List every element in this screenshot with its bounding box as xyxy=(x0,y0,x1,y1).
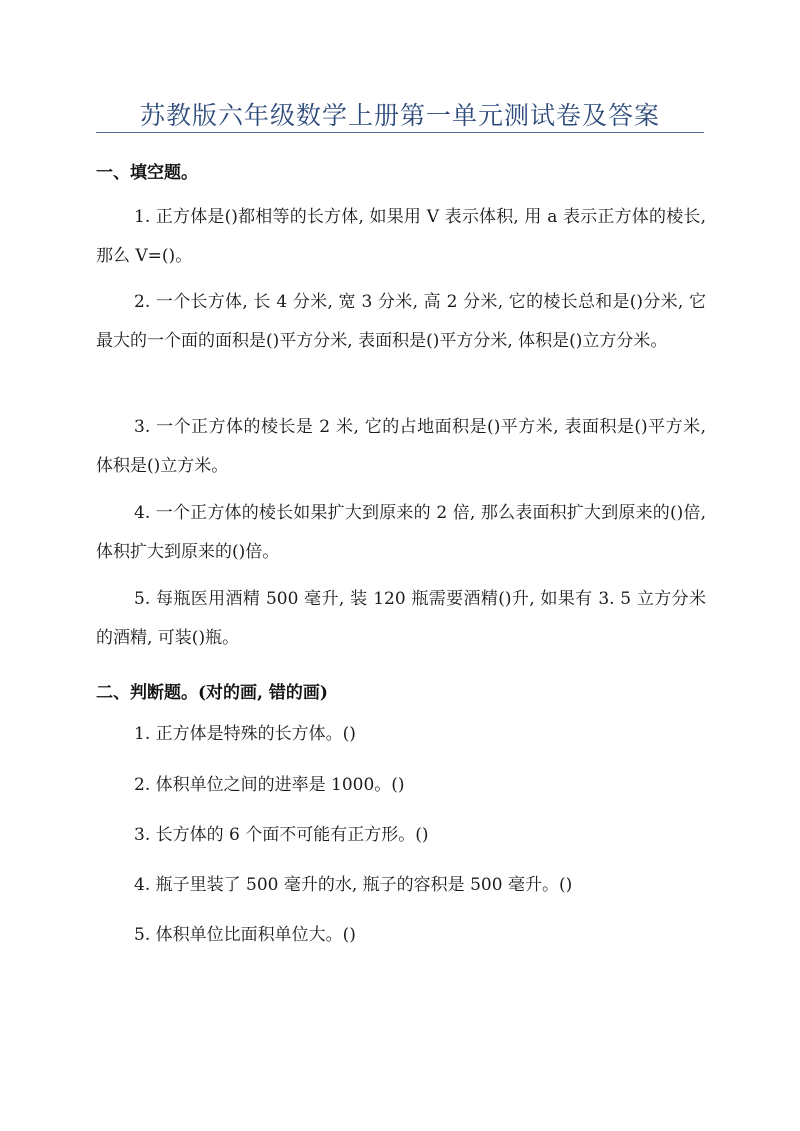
true-false-question-5: 5. 体积单位比面积单位大。() xyxy=(134,925,356,945)
title-underline xyxy=(96,132,704,133)
fill-in-question-2: 2. 一个长方体, 长 4 分米, 宽 3 分米, 高 2 分米, 它的棱长总和是()分米, 它最大的一个面的面积是()平方分米, 表面积是()平方分米, 体积是()立方分米。 xyxy=(96,292,706,351)
true-false-question-3: 3. 长方体的 6 个面不可能有正方形。() xyxy=(134,825,429,845)
fill-in-question-1: 1. 正方体是()都相等的长方体, 如果用 V 表示体积, 用 a 表示正方体的棱长, 那么 V=()。 xyxy=(96,207,706,266)
true-false-question-1: 1. 正方体是特殊的长方体。() xyxy=(134,724,356,744)
fill-in-question-4: 4. 一个正方体的棱长如果扩大到原来的 2 倍, 那么表面积扩大到原来的()倍, 体积扩大到原来的()倍。 xyxy=(96,503,706,562)
fill-in-question-5: 5. 每瓶医用酒精 500 毫升, 装 120 瓶需要酒精()升, 如果有 3. 5 立方分米的酒精, 可装()瓶。 xyxy=(96,589,706,648)
true-false-question-2: 2. 体积单位之间的进率是 1000。() xyxy=(134,775,405,795)
fill-in-question-3: 3. 一个正方体的棱长是 2 米, 它的占地面积是()平方米, 表面积是()平方米, 体积是()立方米。 xyxy=(96,417,706,476)
true-false-question-4: 4. 瓶子里装了 500 毫升的水, 瓶子的容积是 500 毫升。() xyxy=(134,875,573,895)
section-heading-true-false: 二、判断题。(对的画, 错的画) xyxy=(96,683,328,703)
section-heading-fill-in: 一、填空题。 xyxy=(96,163,198,183)
document-title: 苏教版六年级数学上册第一单元测试卷及答案 xyxy=(139,101,660,130)
